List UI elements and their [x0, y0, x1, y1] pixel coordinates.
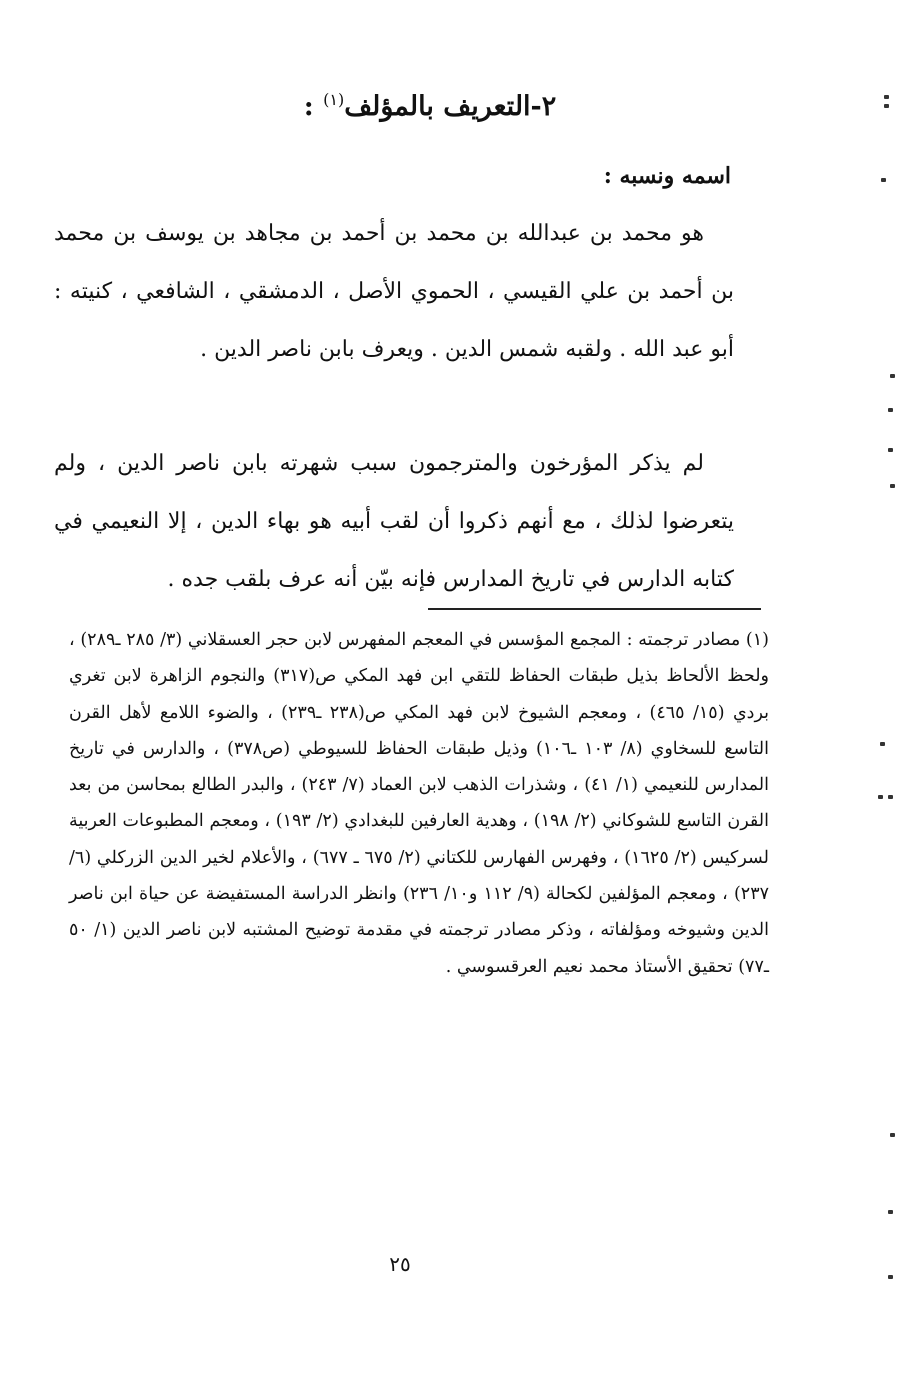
footnote-reference[interactable]: (١)	[323, 90, 345, 109]
margin-speck	[888, 408, 893, 412]
margin-speck	[890, 374, 895, 378]
margin-speck	[888, 448, 893, 452]
section-heading	[240, 80, 620, 127]
margin-speck	[884, 95, 889, 99]
margin-speck	[890, 1133, 895, 1137]
footnote-separator	[428, 608, 761, 610]
subheading-name-lineage: اسمه ونسبه :	[603, 163, 731, 189]
heading-colon: :	[303, 91, 314, 122]
paragraph-name-lineage: هو محمد بن عبدالله بن محمد بن أحمد بن مجاهد بن يوسف بن محمد بن أحمد بن علي القيسي ، الحموي الأصل ، الدمشقي ، الشافعي ، كنيته : أبو عبد الله . ولقبه شمس الدين . ويعرف بابن ناصر الدين .	[54, 221, 734, 362]
margin-speck	[878, 795, 883, 799]
heading-text: ٢-التعريف بالمؤلف	[344, 91, 557, 122]
margin-speck	[880, 742, 885, 746]
margin-speck	[884, 104, 889, 108]
margin-speck	[890, 484, 895, 488]
margin-speck	[888, 1275, 893, 1279]
margin-speck	[881, 178, 886, 182]
paragraph-fame-reason: لم يذكر المؤرخون والمترجمون سبب شهرته بابن ناصر الدين ، ولم يتعرضوا لذلك ، مع أنهم ذكروا أن لقب أبيه هو بهاء الدين ، إلا النعيمي في كتابه الدارس في تاريخ المدارس فإنه بيّن أنه عرف بلقب جده .	[54, 451, 734, 592]
footnote-sources: (١) مصادر ترجمته : المجمع المؤسس في المعجم المفهرس لابن حجر العسقلاني (٣/ ٢٨٥ ـ٢٨٩) ، ولحظ الألحاظ بذيل طبقات الحفاظ للتقي ابن فهد المكي ص(٣١٧) والنجوم الزاهرة لابن تغري بردي (١٥/ ٤٦٥) ، ومعجم الشيوخ لابن فهد المكي ص(٢٣٨ ـ٢٣٩) ، والضوء اللامع لأهل القرن التاسع للسخاوي (٨/ ١٠٣ ـ١٠٦) وذيل طبقات الحفاظ للسيوطي (ص٣٧٨) ، والدارس في تاريخ المدارس للنعيمي (١/ ٤١) ، وشذرات الذهب لابن العماد (٧/ ٢٤٣) ، والبدر الطالع بمحاسن من بعد القرن التاسع للشوكاني (٢/ ١٩٨) ، وهدية العارفين للبغدادي (٢/ ١٩٣) ، ومعجم المطبوعات العربية لسركيس (٢/ ١٦٢٥) ، وفهرس الفهارس للكتاني (٢/ ٦٧٥ ـ ٦٧٧) ، والأعلام لخير الدين الزركلي (٦/ ٢٣٧) ، ومعجم المؤلفين لكحالة (٩/ ١١٢ و١٠/ ٢٣٦) وانظر الدراسة المستفيضة عن حياة ابن ناصر الدين وشيوخه ومؤلفاته ، وذكر مصادر ترجمته في مقدمة توضيح المشتبه لابن ناصر الدين (١/ ٥٠ ـ٧٧) تحقيق الأستاذ محمد نعيم العرقسوسي .	[69, 630, 770, 977]
page-number: ٢٥	[389, 1252, 411, 1276]
margin-speck	[888, 1210, 893, 1214]
margin-speck	[888, 795, 893, 799]
